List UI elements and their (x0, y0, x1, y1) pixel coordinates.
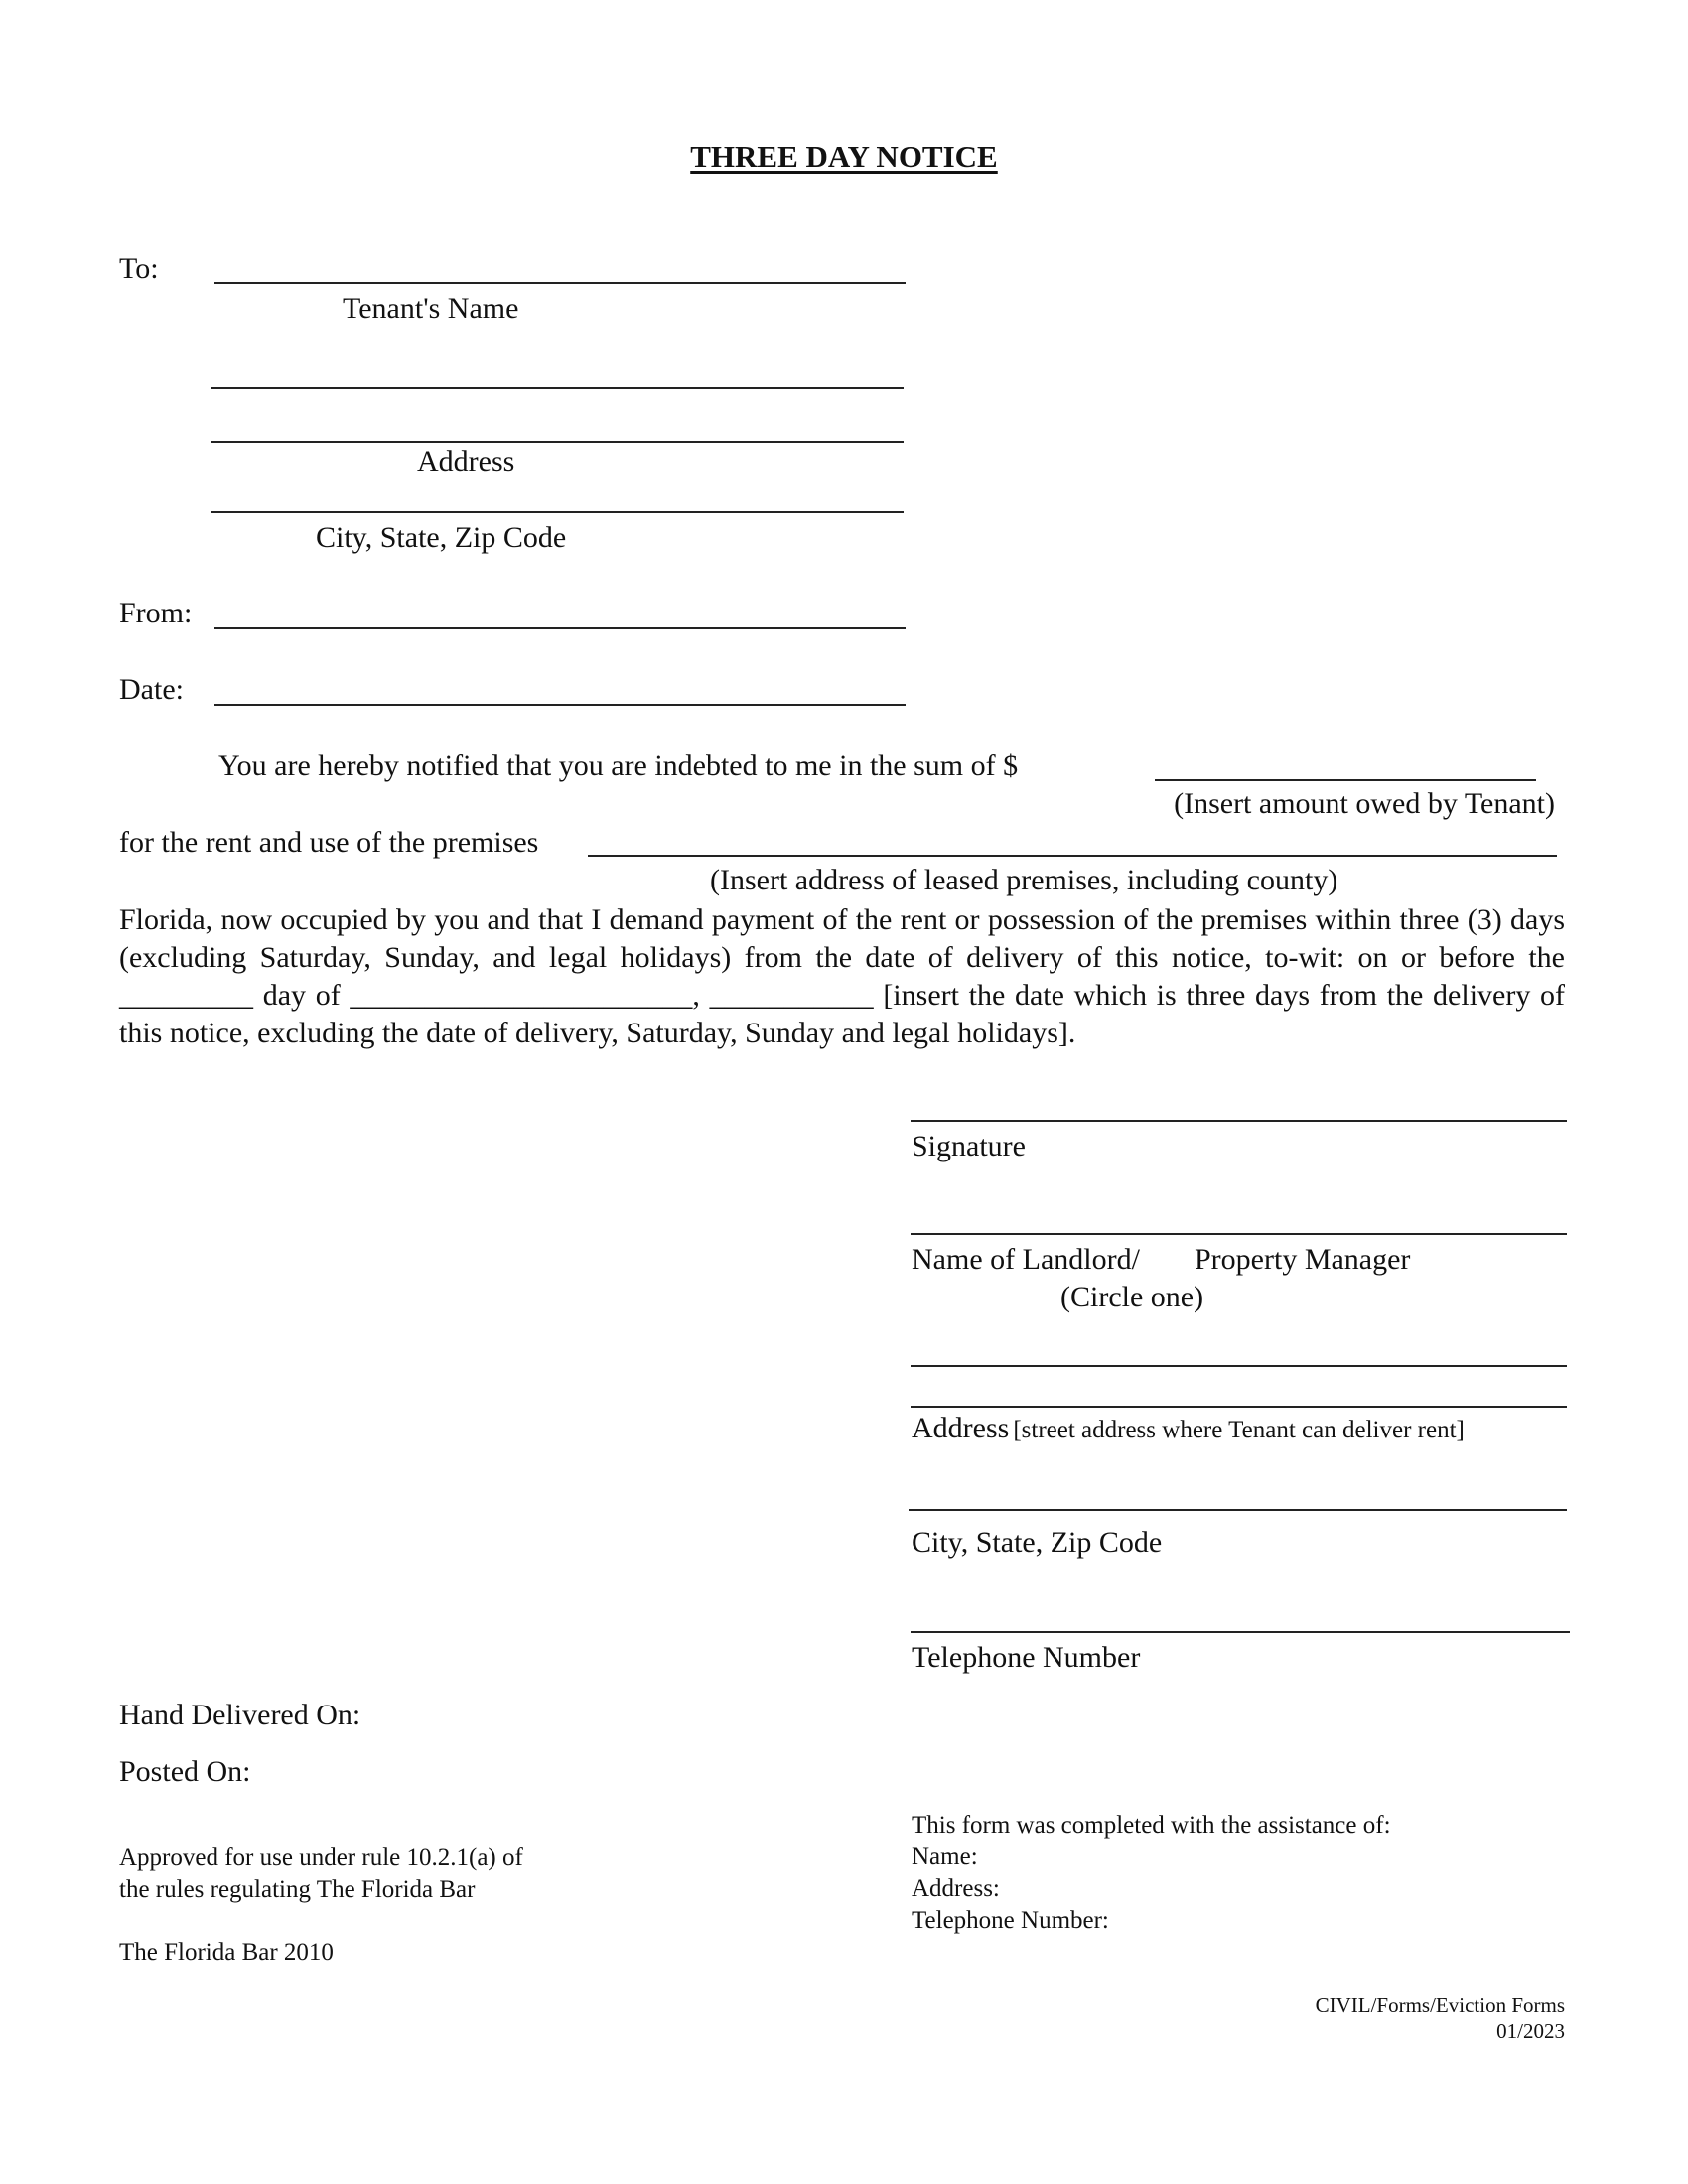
landlord-city-line[interactable] (909, 1509, 1567, 1511)
date-label: Date: (119, 673, 184, 706)
assistance-block (912, 1810, 1391, 1937)
assistance-heading: This form was completed with the assistance of: (912, 1812, 1391, 1839)
approval-line-2: the rules regulating The Florida Bar (119, 1876, 476, 1903)
page-title: THREE DAY NOTICE (690, 139, 998, 174)
landlord-caption[interactable]: Name of Landlord/ (912, 1243, 1140, 1276)
landlord-name-line[interactable] (911, 1233, 1567, 1235)
signature-caption: Signature (912, 1130, 1026, 1162)
notice-intro: You are hereby notified that you are indebted to me in the sum of $ (218, 750, 1019, 782)
landlord-address-line-1[interactable] (911, 1365, 1567, 1367)
footer-form-path: CIVIL/Forms/Eviction Forms (1315, 1993, 1565, 2017)
telephone-line[interactable] (911, 1631, 1570, 1633)
year-blank[interactable]: ___________ (709, 979, 874, 1012)
notice-body-part2: day of (262, 979, 341, 1012)
from-label: From: (119, 597, 193, 629)
hand-delivered-label: Hand Delivered On: (119, 1699, 361, 1731)
date-line[interactable] (214, 704, 906, 706)
landlord-address-line-2[interactable] (911, 1406, 1567, 1408)
tenant-city-line[interactable] (211, 511, 904, 513)
notice-body (119, 901, 1565, 1052)
tenant-address-line-2[interactable] (211, 441, 904, 443)
landlord-address-caption: Address (912, 1412, 1010, 1444)
tenant-city-caption: City, State, Zip Code (316, 521, 567, 554)
assistance-phone-label: Telephone Number: (912, 1907, 1109, 1934)
approval-line-1: Approved for use under rule 10.2.1(a) of (119, 1844, 523, 1871)
tenant-name-caption: Tenant's Name (343, 292, 519, 325)
premises-caption: (Insert address of leased premises, including county) (710, 864, 1338, 896)
assistance-name-label: Name: (912, 1843, 978, 1870)
copyright-notice: The Florida Bar 2010 (119, 1939, 334, 1966)
landlord-address-caption-row (912, 1414, 1465, 1444)
footer-block (1316, 1992, 1565, 2044)
telephone-caption: Telephone Number (912, 1641, 1141, 1674)
premises-prefix: for the rent and use of the premises (119, 826, 539, 859)
landlord-address-note: [street address where Tenant can deliver rent] (1013, 1417, 1465, 1443)
approval-block (119, 1843, 523, 1906)
notice-body-part1: Florida, now occupied by you and that I demand payment of the rent or possession of the premises within three (3) days (excluding Saturday, Sunday, and legal holidays) from the date of delivery of this notice, to-wit: on or before the (119, 903, 1565, 974)
premises-address-line[interactable] (588, 855, 1557, 857)
signature-line[interactable] (911, 1120, 1567, 1122)
assistance-address-label: Address: (912, 1875, 1000, 1902)
amount-owed-line[interactable] (1155, 779, 1536, 781)
circle-one-note: (Circle one) (1060, 1281, 1204, 1313)
posted-label: Posted On: (119, 1755, 251, 1788)
month-blank[interactable]: _______________________, (350, 979, 700, 1012)
tenant-name-line[interactable] (214, 282, 906, 284)
to-label: To: (119, 252, 159, 285)
tenant-address-line-1[interactable] (211, 387, 904, 389)
notice-body-part3: [insert the date which is three days from the delivery of this notice, excluding the date of delivery, Saturday, Sunday and legal holidays]. (119, 979, 1566, 1049)
property-manager-caption[interactable]: Property Manager (1195, 1243, 1411, 1276)
landlord-city-caption: City, State, Zip Code (912, 1526, 1163, 1559)
amount-caption: (Insert amount owed by Tenant) (1174, 787, 1555, 820)
from-line[interactable] (214, 627, 906, 629)
tenant-address-caption: Address (417, 445, 515, 478)
day-blank[interactable]: _________ (119, 979, 253, 1012)
footer-revision: 01/2023 (1496, 2019, 1565, 2043)
